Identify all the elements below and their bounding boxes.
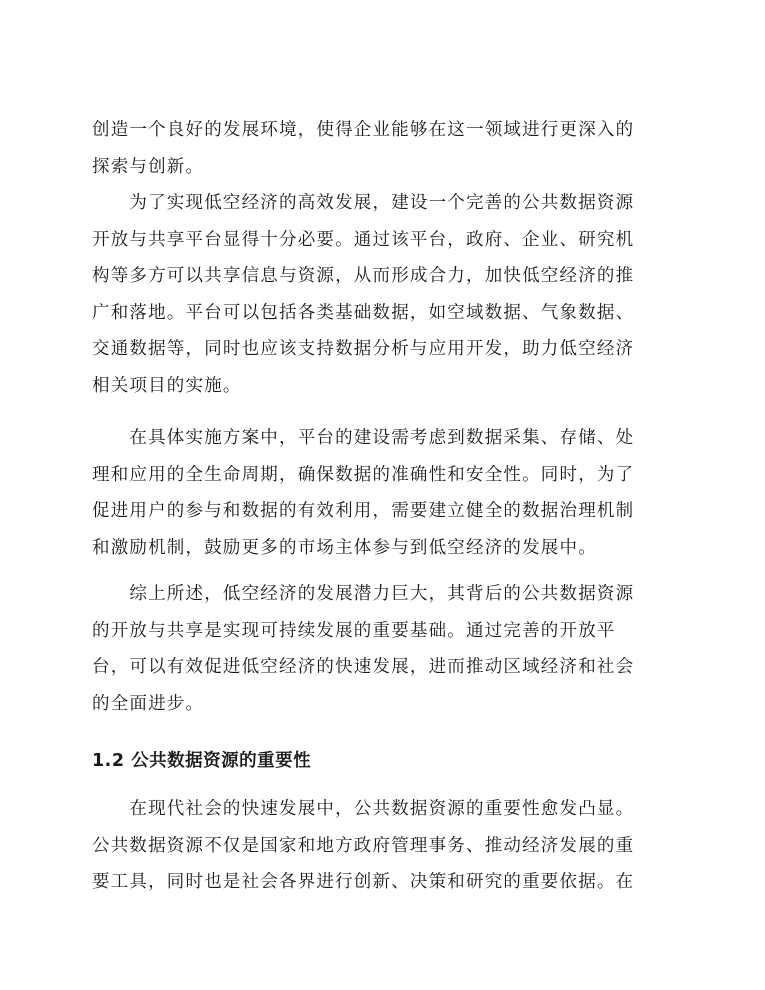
paragraph-line: 在具体实施方案中，平台的建设需考虑到数据采集、存储、处 <box>92 428 635 448</box>
paragraph-4 <box>92 576 672 722</box>
paragraph-line: 广和落地。平台可以包括各类基础数据，如空域数据、气象数据、 <box>92 302 635 323</box>
paragraph-line: 开放与共享平台显得十分必要。通过该平台，政府、企业、研究机 <box>92 229 635 250</box>
paragraph-line: 为了实现低空经济的高效发展，建设一个完善的公共数据资源 <box>92 193 635 213</box>
paragraph-line: 公共数据资源不仅是国家和地方政府管理事务、推动经济发展的重 <box>92 835 635 856</box>
paragraph-line: 的开放与共享是实现可持续发展的重要基础。通过完善的开放平 <box>92 620 616 641</box>
paragraph-line: 要工具，同时也是社会各界进行创新、决策和研究的重要依据。在 <box>92 872 635 892</box>
paragraph-line: 交通数据等，同时也应该支持数据分析与应用开发，助力低空经济 <box>92 339 635 359</box>
paragraph-line: 探索与创新。 <box>92 156 205 177</box>
paragraph-line: 和激励机制，鼓励更多的市场主体参与到低空经济的发展中。 <box>92 537 597 558</box>
paragraph-5 <box>92 791 672 901</box>
paragraph-line: 创造一个良好的发展环境，使得企业能够在这一领域进行更深入的 <box>92 120 635 140</box>
paragraph-1 <box>92 112 672 185</box>
paragraph-line: 理和应用的全生命周期，确保数据的准确性和安全性。同时，为了 <box>92 464 635 485</box>
paragraph-line: 台，可以有效促进低空经济的快速发展，进而推动区域经济和社会 <box>92 657 635 677</box>
paragraph-line: 构等多方可以共享信息与资源，从而形成合力，加快低空经济的推 <box>92 266 635 286</box>
paragraph-line: 综上所述，低空经济的发展潜力巨大，其背后的公共数据资源 <box>92 584 635 604</box>
paragraph-3 <box>92 420 672 566</box>
paragraph-line: 相关项目的实施。 <box>92 375 242 396</box>
paragraph-2 <box>92 185 672 404</box>
paragraph-line: 促进用户的参与和数据的有效利用，需要建立健全的数据治理机制 <box>92 501 635 521</box>
paragraph-line: 在现代社会的快速发展中，公共数据资源的重要性愈发凸显。 <box>92 799 635 819</box>
paragraph-line: 的全面进步。 <box>92 693 205 714</box>
section-heading: 1.2 公共数据资源的重要性 <box>92 751 312 771</box>
